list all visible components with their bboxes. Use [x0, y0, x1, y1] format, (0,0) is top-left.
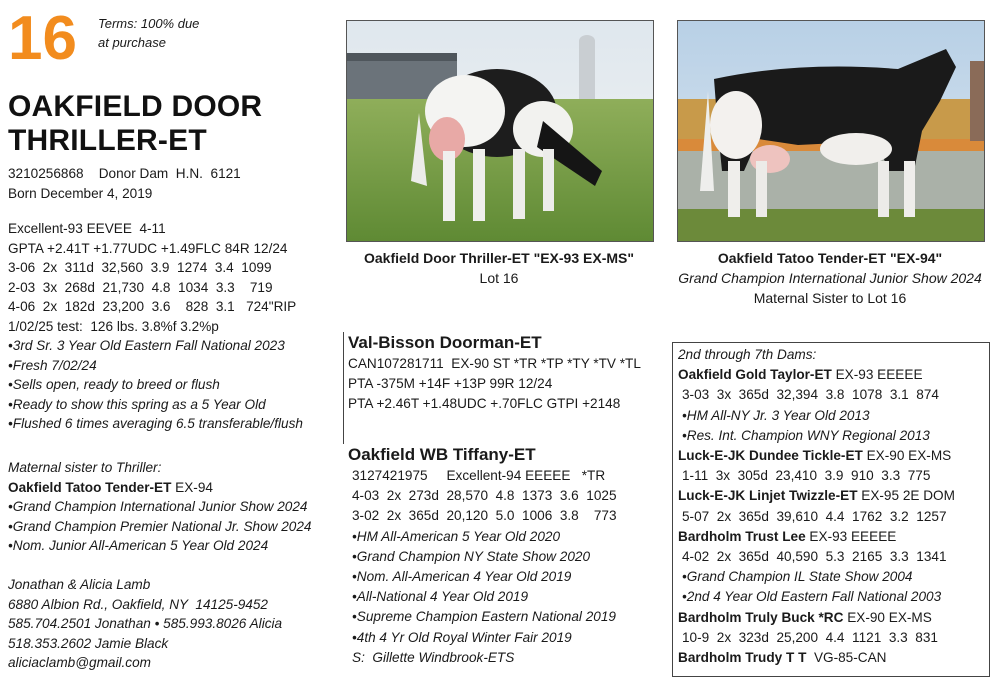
dam-award: •Grand Champion NY State Show 2020: [352, 548, 591, 564]
sire-pta-type: PTA +2.46T +1.48UDC +.70FLC GTPI +2148: [348, 396, 621, 412]
animal-identity: [8, 164, 241, 203]
photo-caption-lot: Lot 16: [479, 270, 519, 286]
record-line: 4-06 2x 182d 23,200 3.6 828 3.1 724"RIP: [8, 299, 297, 314]
dam-3-name: Luck-E-JK Dundee Tickle-ET: [678, 448, 863, 464]
sire-name: Val-Bisson Doorman-ET: [348, 333, 542, 352]
animal-name: [8, 90, 262, 158]
dam-5-class: EX-93 EEEEE: [805, 528, 897, 544]
sire-registration: CAN107281711 EX-90 ST *TR *TP *TY *TV *TL: [348, 356, 641, 371]
dam-3-line: [678, 446, 955, 466]
dam-2-award: •HM All-NY Jr. 3 Year Old 2013: [682, 407, 870, 423]
dam-name: Oakfield WB Tiffany-ET: [348, 445, 536, 464]
sire-pta: PTA -375M +14F +13P 99R 12/24: [348, 376, 553, 392]
maternal-sister-heading: Maternal sister to Thriller:: [8, 460, 162, 475]
photo-caption-award: Grand Champion International Junior Show 2024: [678, 270, 982, 286]
dam-4-class: EX-95 2E DOM: [857, 488, 955, 504]
animal-performance: [8, 219, 303, 434]
dam-5-record: 4-02 2x 365d 40,590 5.3 2165 3.3 1341: [682, 549, 947, 565]
dam-sire-line: S: Gillette Windbrook-ETS: [352, 649, 515, 665]
record-line: 3-06 2x 311d 32,560 3.9 1274 3.4 1099: [8, 260, 272, 275]
maternal-sister-section: [8, 458, 311, 556]
photo-caption-title: Oakfield Tatoo Tender-ET "EX-94": [717, 250, 943, 266]
maternal-sister-photo: [677, 20, 985, 242]
dam-section: [348, 444, 617, 668]
registration-line: 3210256868 Donor Dam H.N. 6121: [8, 166, 241, 181]
dam-5-name: Bardholm Trust Lee: [678, 528, 806, 544]
highlight-line: •Fresh 7/02/24: [8, 357, 97, 373]
consignor-phone: 585.704.2501 Jonathan • 585.993.8026 Alicia: [8, 616, 283, 631]
gpta-line: GPTA +2.41T +1.77UDC +1.49FLC 84R 12/24: [8, 240, 288, 256]
dam-6-line: [678, 608, 955, 628]
dam-4-name: Luck-E-JK Linjet Twizzle-ET: [678, 488, 858, 504]
terms: [98, 14, 199, 52]
dam-2-record: 3-03 3x 365d 32,394 3.8 1078 3.1 874: [682, 387, 939, 403]
terms-line-2: at purchase: [98, 35, 166, 50]
dam-2-award: •Res. Int. Champion WNY Regional 2013: [682, 427, 930, 443]
dam-5-award: •Grand Champion IL State Show 2004: [682, 569, 913, 585]
test-line: 1/02/25 test: 126 lbs. 3.8%f 3.2%p: [8, 318, 219, 334]
dam-3-record: 1-11 3x 305d 23,410 3.9 910 3.3 775: [682, 468, 931, 484]
animal-name-line-1: OAKFIELD DOOR: [8, 90, 263, 123]
dam-4-line: [678, 486, 955, 506]
note-line: •Flushed 6 times averaging 6.5 transferable/flush: [8, 416, 303, 431]
consignor-name: Jonathan & Alicia Lamb: [8, 577, 151, 592]
dam-5-award: •2nd 4 Year Old Eastern Fall National 2003: [682, 589, 942, 605]
dam-2-line: [678, 365, 955, 385]
consignor-email: aliciaclamb@gmail.com: [8, 655, 151, 670]
dams-list: [678, 345, 955, 668]
dam-5-line: [678, 527, 955, 547]
dams-heading: 2nd through 7th Dams:: [678, 347, 817, 362]
sire-divider: [343, 332, 344, 444]
consignor-address: 6880 Albion Rd., Oakfield, NY 14125-9452: [8, 596, 268, 612]
highlight-line: •3rd Sr. 3 Year Old Eastern Fall National 2023: [8, 338, 285, 353]
sire-section: [348, 332, 641, 415]
lot-16-caption: [346, 248, 652, 288]
dam-7-line: [678, 648, 955, 668]
dam-award: •Supreme Champion Eastern National 2019: [352, 609, 616, 625]
dam-award: •HM All-American 5 Year Old 2020: [352, 528, 561, 544]
consignor-phone: 518.353.2602 Jamie Black: [8, 635, 169, 651]
terms-line-1: Terms: 100% due: [98, 16, 200, 31]
dam-3-class: EX-90 EX-MS: [862, 448, 952, 464]
animal-name-line-2: THRILLER-ET: [8, 124, 207, 157]
maternal-sister-classification: EX-94: [171, 479, 213, 495]
award-line: •Grand Champion International Junior Show 2024: [8, 499, 308, 514]
dam-registration: 3127421975 Excellent-94 EEEEE *TR: [352, 468, 606, 483]
record-line: 2-03 3x 268d 21,730 4.8 1034 3.3 719: [8, 279, 273, 295]
dam-7-class: VG-85-CAN: [806, 650, 887, 666]
consignor-section: [8, 575, 282, 673]
cow-show-image: [678, 21, 984, 241]
note-line: •Ready to show this spring as a 5 Year Old: [8, 396, 266, 412]
cow-grazing-image: [347, 21, 653, 241]
dam-6-name: Bardholm Truly Buck *RC: [678, 609, 844, 625]
maternal-sister-name: Oakfield Tatoo Tender-ET: [8, 479, 172, 495]
dam-2-name: Oakfield Gold Taylor-ET: [678, 367, 832, 383]
note-line: •Sells open, ready to breed or flush: [8, 377, 220, 392]
photo-caption-title: Oakfield Door Thriller-ET "EX-93 EX-MS": [364, 250, 634, 266]
lot-number: 16: [8, 4, 77, 73]
dam-record: 3-02 2x 365d 20,120 5.0 1006 3.8 773: [352, 508, 617, 524]
dam-4-record: 5-07 2x 365d 39,610 4.4 1762 3.2 1257: [682, 508, 947, 524]
dam-record: 4-03 2x 273d 28,570 4.8 1373 3.6 1025: [352, 488, 617, 504]
award-line: •Grand Champion Premier National Jr. Show 2024: [8, 518, 312, 534]
dam-6-record: 10-9 2x 323d 25,200 4.4 1121 3.3 831: [682, 629, 938, 645]
award-line: •Nom. Junior All-American 5 Year Old 2024: [8, 538, 269, 553]
dam-2-class: EX-93 EEEEE: [831, 367, 923, 383]
photo-caption-relation: Maternal Sister to Lot 16: [753, 290, 907, 306]
dam-award: •Nom. All-American 4 Year Old 2019: [352, 569, 572, 585]
classification: Excellent-93 EEVEE 4-11: [8, 221, 166, 236]
dam-6-class: EX-90 EX-MS: [843, 609, 932, 625]
maternal-sister-caption: [672, 248, 988, 308]
dam-award: •All-National 4 Year Old 2019: [352, 589, 529, 605]
maternal-sister-name-line: [8, 478, 311, 498]
dam-7-name: Bardholm Trudy T T: [678, 650, 807, 666]
lot-16-photo: [346, 20, 654, 242]
born-date: Born December 4, 2019: [8, 185, 153, 201]
dam-award: •4th 4 Yr Old Royal Winter Fair 2019: [352, 629, 572, 645]
